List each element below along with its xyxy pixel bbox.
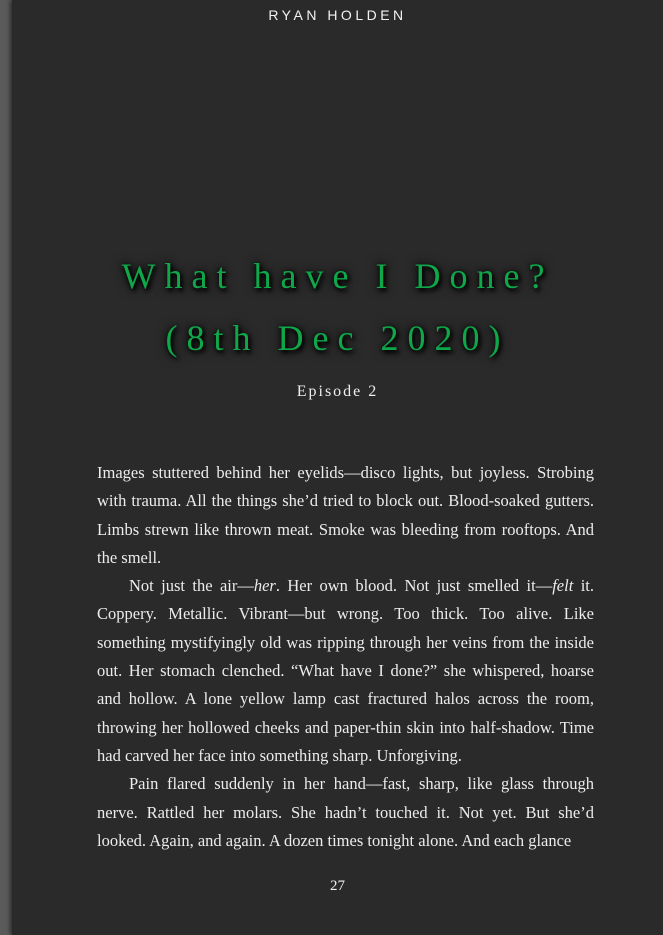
paragraph-2 xyxy=(97,572,594,770)
paragraph-3: Pain flared suddenly in her hand—fast, sharp, like glass through nerve. Rattled her molars. She hadn’t touched it. Not yet. But she’d looked. Again, and again. A dozen times tonight alone. And each glance xyxy=(97,774,594,850)
paragraph-2-part-a: Not just the air— xyxy=(129,576,254,596)
chapter-title-line-1: What have I Done? xyxy=(121,256,554,296)
episode-label: Episode 2 xyxy=(296,383,379,400)
book-page xyxy=(12,0,663,935)
chapter-title-line-2: (8th Dec 2020) xyxy=(165,318,510,358)
body-text xyxy=(97,459,594,855)
page-number: 27 xyxy=(330,878,345,894)
paragraph-2-part-c: it. Coppery. Metallic. Vibrant—but wrong. Too thick. Too alive. Like something mystifyingly old was ripping through her veins from the inside out. Her stomach clenched. “What have I done?” she whispered, hoarse and hollow. A lone yellow lamp cast fractured halos across the room, throwing her hollowed cheeks and paper-thin skin into half-shadow. Time had carved her face into something sharp. Unforgiving. xyxy=(97,576,594,765)
paragraph-2-part-b: . Her own blood. Not just smelled it— xyxy=(275,576,553,596)
paragraph-2-emphasis-her: her xyxy=(253,576,276,596)
paragraph-1: Images stuttered behind her eyelids—disco lights, but joyless. Strobing with trauma. All the things she’d tried to block out. Blood-soaked gutters. Limbs strewn like thrown meat. Smoke was bleeding from rooftops. And the smell. xyxy=(97,463,594,567)
paragraph-2-emphasis-felt: felt xyxy=(552,576,574,596)
running-head-author: RYAN HOLDEN xyxy=(268,7,407,23)
chapter-title xyxy=(12,245,663,369)
